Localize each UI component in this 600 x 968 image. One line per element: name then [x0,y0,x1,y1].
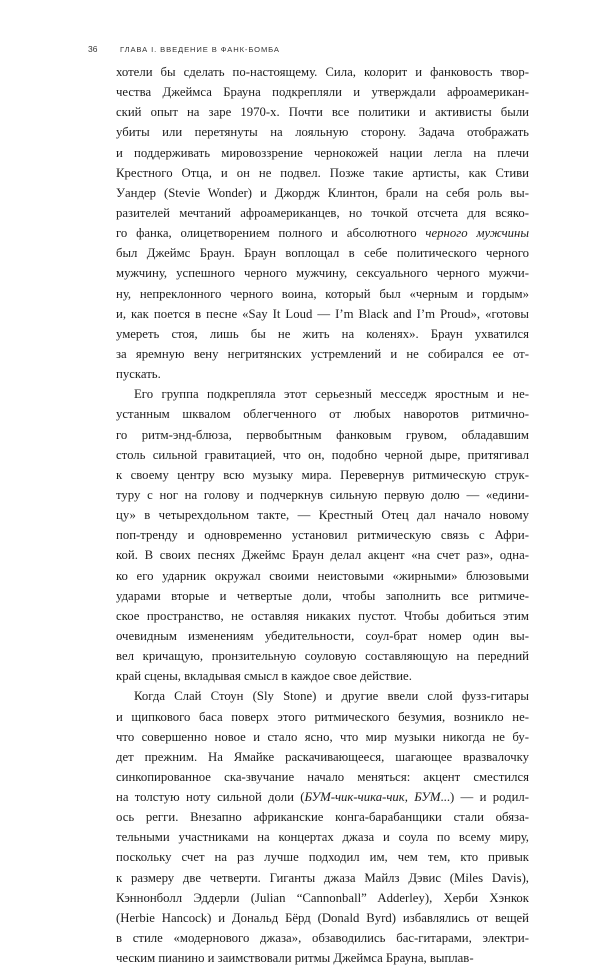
text-line: что совершенно новое и стало ясно, что мир музыки никогда не бу- [116,729,529,744]
text-line: Кэннонболл Эддерли (Julian “Cannonball” Adderley), Херби Хэнкок [116,890,529,905]
running-title: ГЛАВА I. ВВЕДЕНИЕ В ФАНК-БОМБА [120,44,280,54]
text-segment: ...) — и родил- [440,790,530,805]
text-line: и поддерживать мировоззрение чернокожей нации легла на плечи [116,145,529,160]
text-line: в стиле «модернового джаза», обзаводились бас-гитарами, электри- [116,931,529,946]
text-line: Когда Слай Стоун (Sly Stone) и другие ввели слой фузз-гитары [134,689,529,704]
text-line: го ритм-энд-блюза, первобытным фанковым грувом, обладавшим [116,427,529,442]
text-line: мужчину, успешного черного мужчину, сексуального черного мужчи- [116,266,529,281]
text-line: Крестного Отца, и он не подвел. Позже такие артисты, как Стиви [116,165,529,180]
text-line: был Джеймс Браун. Браун воплощал в себе политического черного [116,246,529,261]
text-line: очевидным изменениям убедительности, соул-брат номер один вы- [116,628,529,643]
text-line: поп-тренду и одновременно установил ритмическую связь с Афри- [116,528,529,543]
text-line: Уандер (Stevie Wonder) и Джордж Клинтон, брали на себя роль вы- [116,185,529,200]
text-line: синкопированное ска-звучание начало меняться: акцент сместился [116,769,529,784]
text-line: столь сильной гравитацией, что он, подобно черной дыре, притягивал [116,447,529,462]
page-number: 36 [88,44,98,54]
body-text [116,62,529,968]
text-line: убиты или перетянуты на лояльную сторону. Задача отображать [116,125,529,140]
text-line: к своему центру всю музыку мира. Перевернув ритмическую струк- [116,467,529,482]
text-line [116,223,529,243]
text-line: хотели бы сделать по-настоящему. Сила, колорит и фанковость твор- [116,65,529,79]
text-line: умереть стоя, лишь бы не жить на коленях». Браун ухватился [116,326,529,341]
text-line: ось регги. Внезапно африканские конга-барабанщики стали обяза- [116,810,529,825]
text-line: ударами вторые и четвертые доли, чтобы заполнить все ритмиче- [116,588,529,603]
text-line: цу» в четырехдольном такте, — Крестный Отец дал начало новому [116,508,529,523]
paragraph [116,384,529,686]
text-line: край сцены, вкладывая смысл в каждое свое действие. [116,669,412,684]
paragraph [116,62,529,384]
text-line: (Herbie Hancock) и Дональд Бёрд (Donald Byrd) избавлялись от вещей [116,910,529,925]
text-line: за яремную вену негритянских устремлений и не собирался ее от- [116,346,529,361]
text-line: ское пространство, не оставляя никаких пустот. Чтобы добиться этим [116,608,529,623]
text-line: тельными участниками на концертах джаза и соула по всему миру, [116,830,529,845]
text-line: Его группа подкрепляла этот серьезный месседж яростным и не- [134,387,529,402]
text-line: и щипкового баса поверх этого ритмического безумия, возникло не- [116,709,529,724]
text-line: пускать. [116,367,161,382]
text-line: вел кричащую, пронзительную соуловую составляющую на передний [116,649,529,664]
text-line: ко его ударник окружал своими неистовыми «жирными» блюзовыми [116,568,529,583]
text-line: поскольку счет на раз лучше подходил им, чем тем, кто привык [116,850,529,865]
italic-text: БУМ-чик-чика-чик, БУМ [304,790,441,805]
text-line: туру с ног на голову и подчеркнув сильную первую долю — «едини- [116,487,529,502]
text-line: ческим пианино и заимствовали ритмы Джеймса Брауна, выплав- [116,951,474,966]
text-line: чества Джеймса Брауна подкрепляли и утверждали афроамерикан- [116,85,529,100]
text-line: ну, непреклонного черного воина, который был «черным и гордым» [116,286,529,301]
running-header [88,44,528,58]
text-line: дет прежним. На Ямайке раскачивающееся, шагающее вразвалочку [116,749,529,764]
text-segment: го фанка, олицетворением полного и абсолютного [116,226,426,241]
paragraph [116,686,529,968]
text-line: и, как поется в песне «Say It Loud — I’m Black and I’m Proud», «готовы [116,306,529,321]
text-line: к размеру две четверти. Гиганты джаза Майлз Дэвис (Miles Davis), [116,870,529,885]
text-line: кой. В своих песнях Джеймс Браун делал акцент «на счет раз», одна- [116,548,529,563]
text-line: ский опыт на заре 1970-х. Почти все политики и активисты были [116,105,529,120]
text-line: устанным шквалом облегченного от любых наворотов ритмично- [116,407,529,422]
text-segment: на толстую ноту сильной доли ( [116,790,305,805]
text-line: разителей мечтаний афроамериканцев, но точкой отсчета для всяко- [116,205,529,220]
italic-text: черного мужчины [425,226,529,241]
text-line [116,787,529,807]
